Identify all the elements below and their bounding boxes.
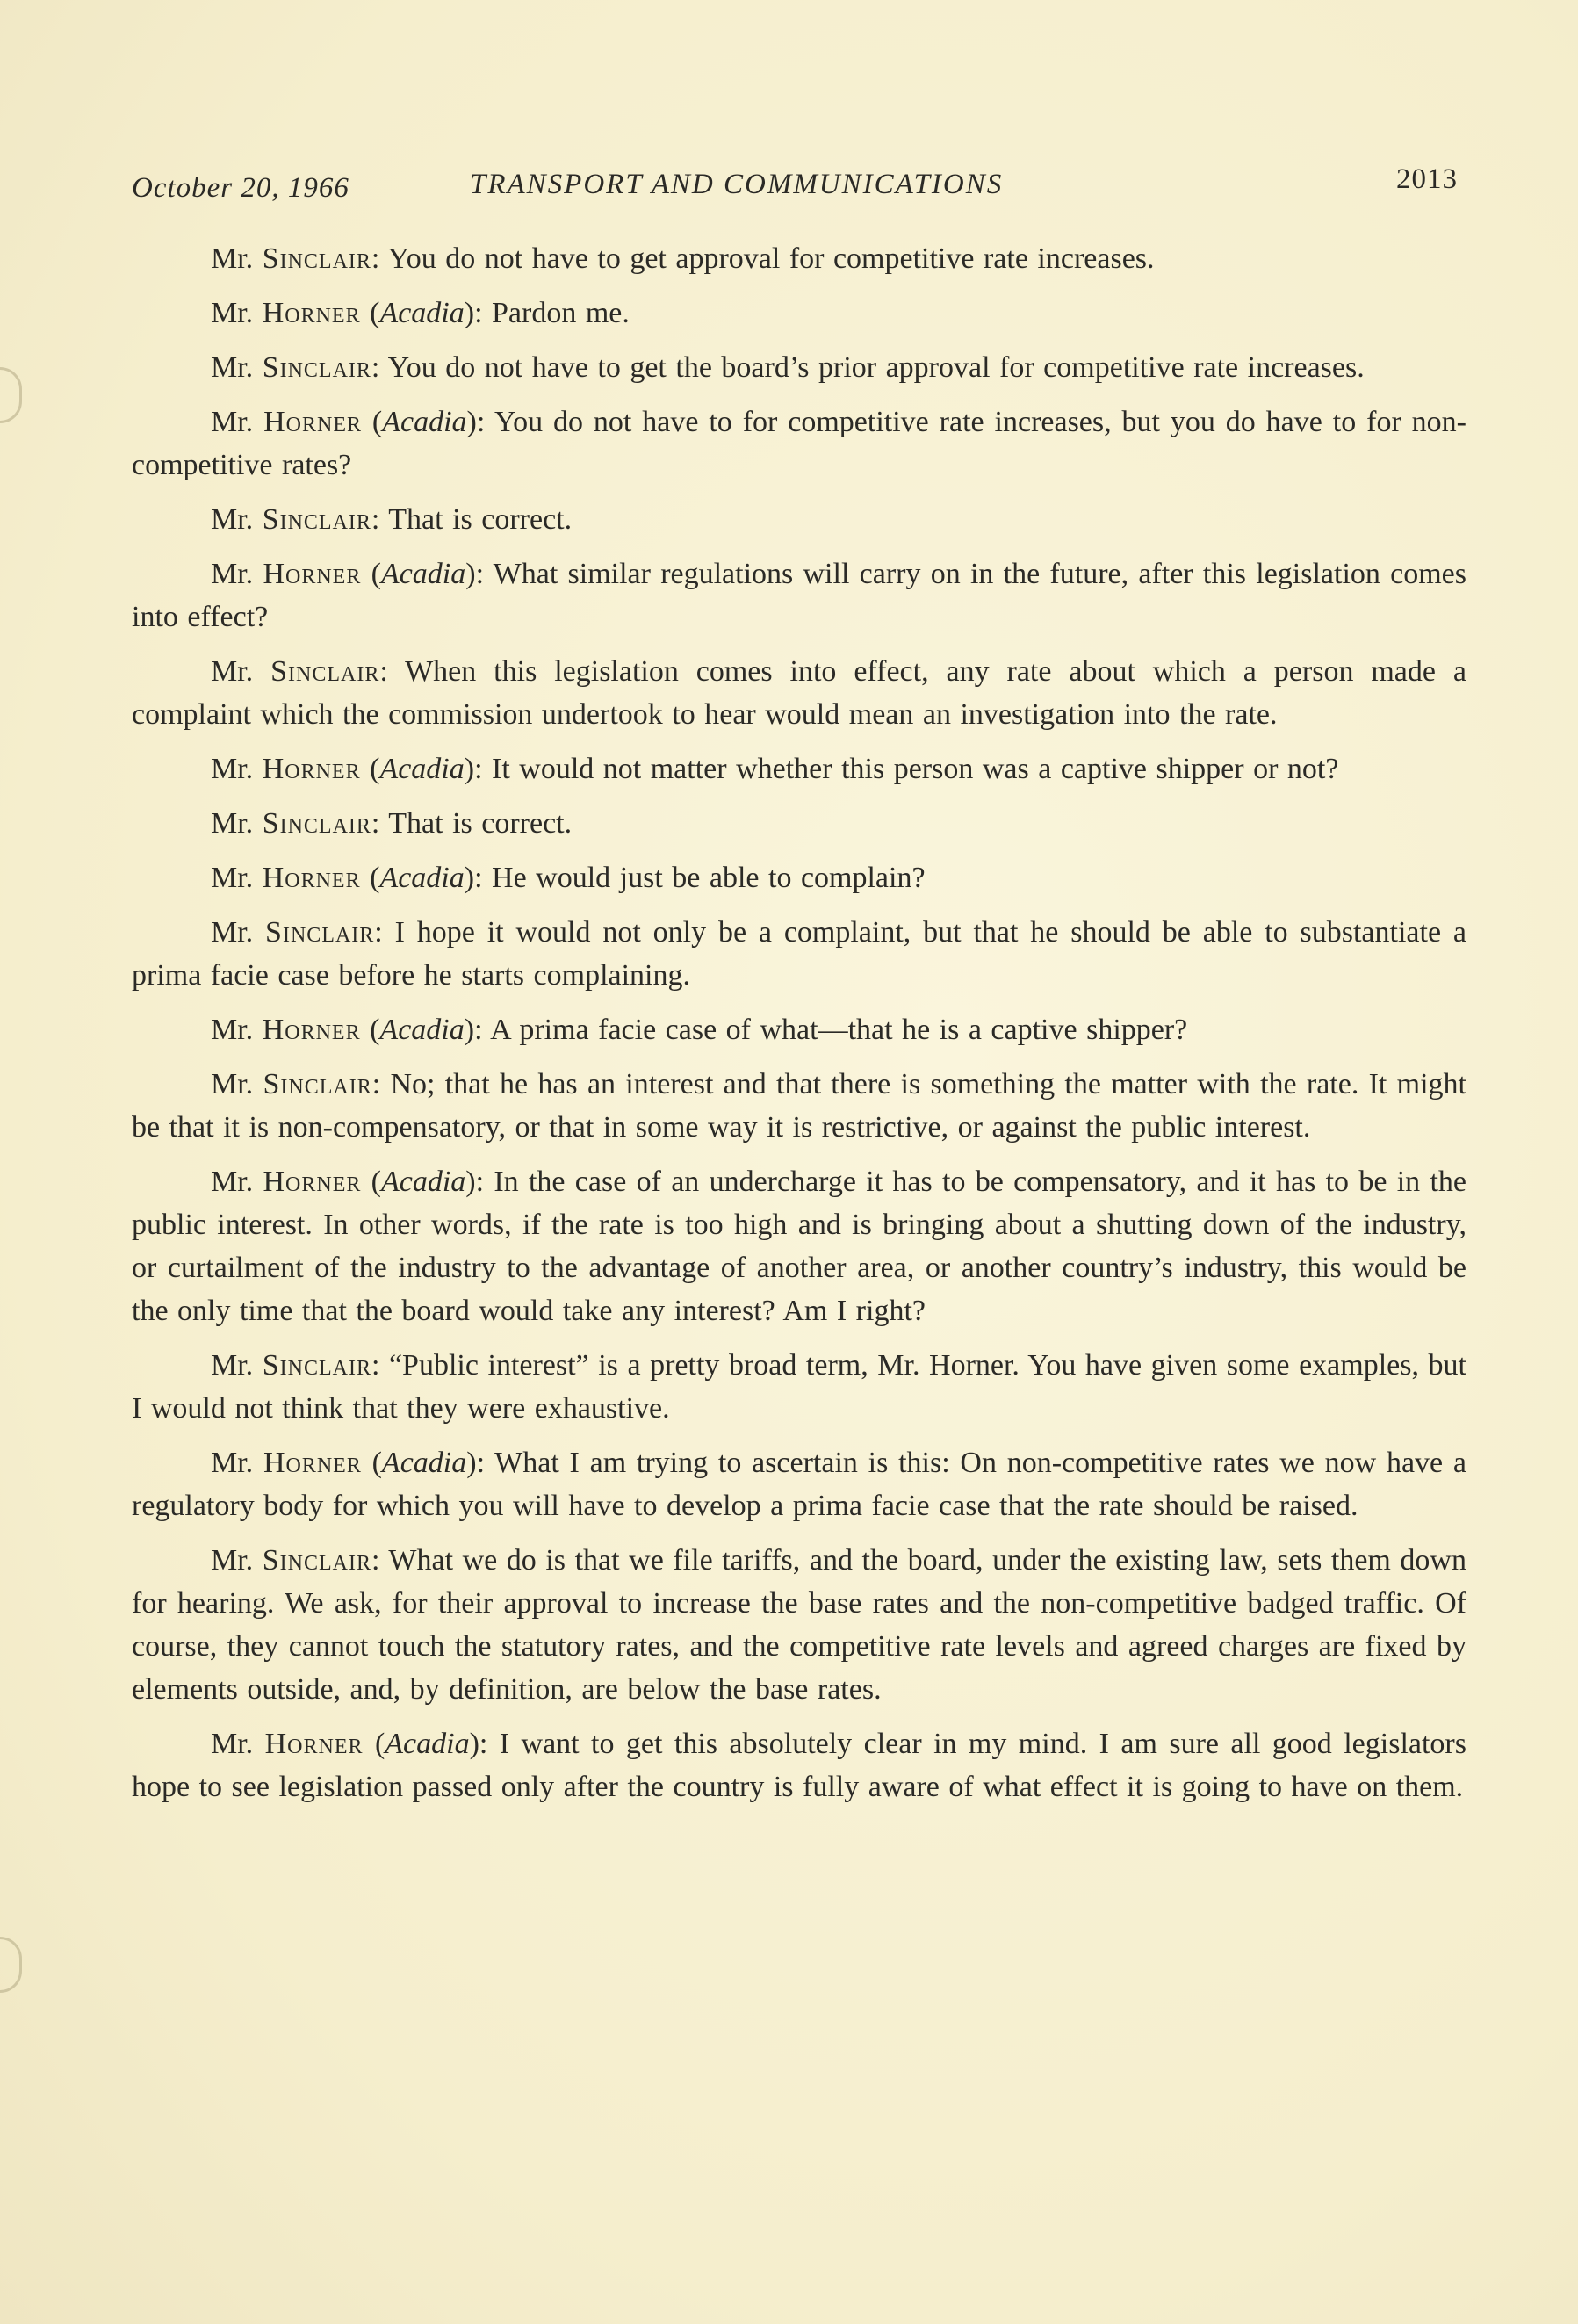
speech-text: “Public interest” is a pretty broad term, Mr. Horner. You have given some examples, but I would not think that they were exhaustive. bbox=[132, 1349, 1466, 1425]
speech-text: What we do is that we file tariffs, and the board, under the existing law, sets them down for hearing. We ask, for their approval to increase the base rates and the non-competitive badged traffic. Of course, they cannot touch the statutory rates, and the competitive rate levels and agreed charges are fixed by elements outside, and, by definition, are below the base rates. bbox=[132, 1544, 1466, 1706]
speech-text: I want to get this absolutely clear in my mind. I am sure all good legislators hope to see legislation passed only after the country is fully aware of what effect it is going to have on them. bbox=[132, 1728, 1466, 1803]
transcript-body bbox=[132, 237, 1466, 1820]
speech-text: That is correct. bbox=[388, 807, 573, 840]
binding-hole-mark bbox=[0, 367, 22, 423]
speech-paragraph: Mr. Sinclair: You do not have to get approval for competitive rate increases. bbox=[211, 242, 1155, 275]
speech-text: In the case of an undercharge it has to be compensatory, and it has to be in the public interest. In other words, if the rate is too high and is bringing about a shutting down of the industry, or curtailment of the industry to the advantage of another area, or another country’s industry, this would be the only time that the board would take any interest? Am I right? bbox=[132, 1166, 1466, 1327]
speech-text: What similar regulations will carry on in the future, after this legislation comes into effect? bbox=[132, 558, 1466, 633]
speaker-name: Mr. Sinclair bbox=[211, 351, 371, 384]
speech-text: Pardon me. bbox=[492, 297, 630, 329]
speech-text: I hope it would not only be a complaint, but that he should be able to substantiate a prima facie case before he starts complaining. bbox=[132, 916, 1466, 992]
speaker-name: Mr. Horner bbox=[211, 1166, 362, 1198]
header-date: October 20, 1966 bbox=[132, 172, 349, 204]
speaker-riding: Acadia bbox=[385, 1728, 470, 1760]
speech-paragraph: Mr. Sinclair: No; that he has an interest and that there is something the matter with the rate. It might be that it is non-compensatory, or that in some way it is restrictive, or against the public interest. bbox=[132, 1068, 1466, 1144]
speech-text: That is correct. bbox=[388, 503, 573, 536]
speaker-name: Mr. Sinclair bbox=[211, 655, 380, 688]
speaker-riding: Acadia bbox=[379, 297, 465, 329]
speaker-riding: Acadia bbox=[381, 1447, 467, 1479]
speech-paragraph: Mr. Horner (Acadia): You do not have to for competitive rate increases, but you do have to for non-competitive rates? bbox=[132, 406, 1466, 481]
speech-paragraph: Mr. Horner (Acadia): In the case of an undercharge it has to be compensatory, and it has to be in the public interest. In other words, if the rate is too high and is bringing about a shutting down of the industry, or curtailment of the industry to the advantage of another area, or another country’s industry, this would be the only time that the board would take any interest? Am I right? bbox=[132, 1166, 1466, 1327]
speech-text: You do not have to get the board’s prior approval for competitive rate increases. bbox=[387, 351, 1365, 384]
speaker-name: Mr. Sinclair bbox=[211, 807, 371, 840]
speech-paragraph: Mr. Horner (Acadia): A prima facie case of what—that he is a captive shipper? bbox=[211, 1014, 1188, 1046]
speaker-name: Mr. Horner bbox=[211, 297, 361, 329]
speaker-name: Mr. Horner bbox=[211, 862, 361, 894]
speech-text: It would not matter whether this person was a captive shipper or not? bbox=[492, 753, 1339, 785]
running-header bbox=[132, 160, 1466, 213]
speech-paragraph: Mr. Sinclair: What we do is that we file tariffs, and the board, under the existing law, sets them down for hearing. We ask, for their approval to increase the base rates and the non-competitive badged traffic. Of course, they cannot touch the statutory rates, and the competitive rate levels and agreed charges are fixed by elements outside, and, by definition, are below the base rates. bbox=[132, 1544, 1466, 1706]
speaker-name: Mr. Sinclair bbox=[211, 916, 375, 949]
speaker-riding: Acadia bbox=[379, 753, 465, 785]
speech-text: No; that he has an interest and that there is something the matter with the rate. It might be that it is non-compensatory, or that in some way it is restrictive, or against the public interest. bbox=[132, 1068, 1466, 1144]
binding-hole-mark bbox=[0, 1937, 22, 1993]
speaker-riding: Acadia bbox=[380, 558, 466, 590]
speech-paragraph: Mr. Sinclair: That is correct. bbox=[211, 807, 573, 840]
speaker-riding: Acadia bbox=[380, 1166, 466, 1198]
header-title: TRANSPORT AND COMMUNICATIONS bbox=[470, 169, 1004, 200]
speaker-name: Mr. Sinclair bbox=[211, 1544, 371, 1577]
speaker-name: Mr. Horner bbox=[211, 406, 362, 438]
speaker-name: Mr. Horner bbox=[211, 1728, 364, 1760]
speech-paragraph: Mr. Sinclair: You do not have to get the board’s prior approval for competitive rate increases. bbox=[211, 351, 1365, 384]
speaker-name: Mr. Sinclair bbox=[211, 503, 371, 536]
speaker-name: Mr. Sinclair bbox=[211, 1068, 372, 1101]
speech-paragraph: Mr. Sinclair: That is correct. bbox=[211, 503, 573, 536]
speaker-name: Mr. Horner bbox=[211, 558, 362, 590]
speech-paragraph: Mr. Horner (Acadia): It would not matter whether this person was a captive shipper or not? bbox=[211, 753, 1339, 785]
speech-text: When this legislation comes into effect, any rate about which a person made a complaint which the commission undertook to hear would mean an investigation into the rate. bbox=[132, 655, 1466, 731]
speaker-name: Mr. Sinclair bbox=[211, 242, 371, 275]
speaker-name: Mr. Horner bbox=[211, 1014, 361, 1046]
speech-paragraph: Mr. Horner (Acadia): I want to get this absolutely clear in my mind. I am sure all good legislators hope to see legislation passed only after the country is fully aware of what effect it is going to have on them. bbox=[132, 1728, 1466, 1803]
speech-paragraph: Mr. Horner (Acadia): What I am trying to ascertain is this: On non-competitive rates we now have a regulatory body for which you will have to develop a prima facie case that the rate should be raised. bbox=[132, 1447, 1466, 1522]
speech-paragraph: Mr. Sinclair: “Public interest” is a pretty broad term, Mr. Horner. You have given some examples, but I would not think that they were exhaustive. bbox=[132, 1349, 1466, 1425]
speech-paragraph: Mr. Horner (Acadia): Pardon me. bbox=[211, 297, 630, 329]
speaker-name: Mr. Horner bbox=[211, 1447, 362, 1479]
speaker-riding: Acadia bbox=[379, 862, 465, 894]
speech-text: A prima facie case of what—that he is a captive shipper? bbox=[490, 1014, 1188, 1046]
speech-text: You do not have to for competitive rate increases, but you do have to for non-competitive rates? bbox=[132, 406, 1466, 481]
page-number: 2013 bbox=[1396, 163, 1458, 195]
speaker-riding: Acadia bbox=[379, 1014, 465, 1046]
speech-paragraph: Mr. Horner (Acadia): What similar regulations will carry on in the future, after this legislation comes into effect? bbox=[132, 558, 1466, 633]
speech-paragraph: Mr. Sinclair: I hope it would not only be a complaint, but that he should be able to substantiate a prima facie case before he starts complaining. bbox=[132, 916, 1466, 992]
speaker-name: Mr. Horner bbox=[211, 753, 361, 785]
speech-paragraph: Mr. Sinclair: When this legislation comes into effect, any rate about which a person made a complaint which the commission undertook to hear would mean an investigation into the rate. bbox=[132, 655, 1466, 731]
speech-paragraph: Mr. Horner (Acadia): He would just be able to complain? bbox=[211, 862, 926, 894]
speech-text: He would just be able to complain? bbox=[492, 862, 926, 894]
speaker-name: Mr. Sinclair bbox=[211, 1349, 371, 1382]
speech-text: You do not have to get approval for competitive rate increases. bbox=[387, 242, 1155, 275]
speaker-riding: Acadia bbox=[382, 406, 467, 438]
speech-text: What I am trying to ascertain is this: On non-competitive rates we now have a regulatory body for which you will have to develop a prima facie case that the rate should be raised. bbox=[132, 1447, 1466, 1522]
